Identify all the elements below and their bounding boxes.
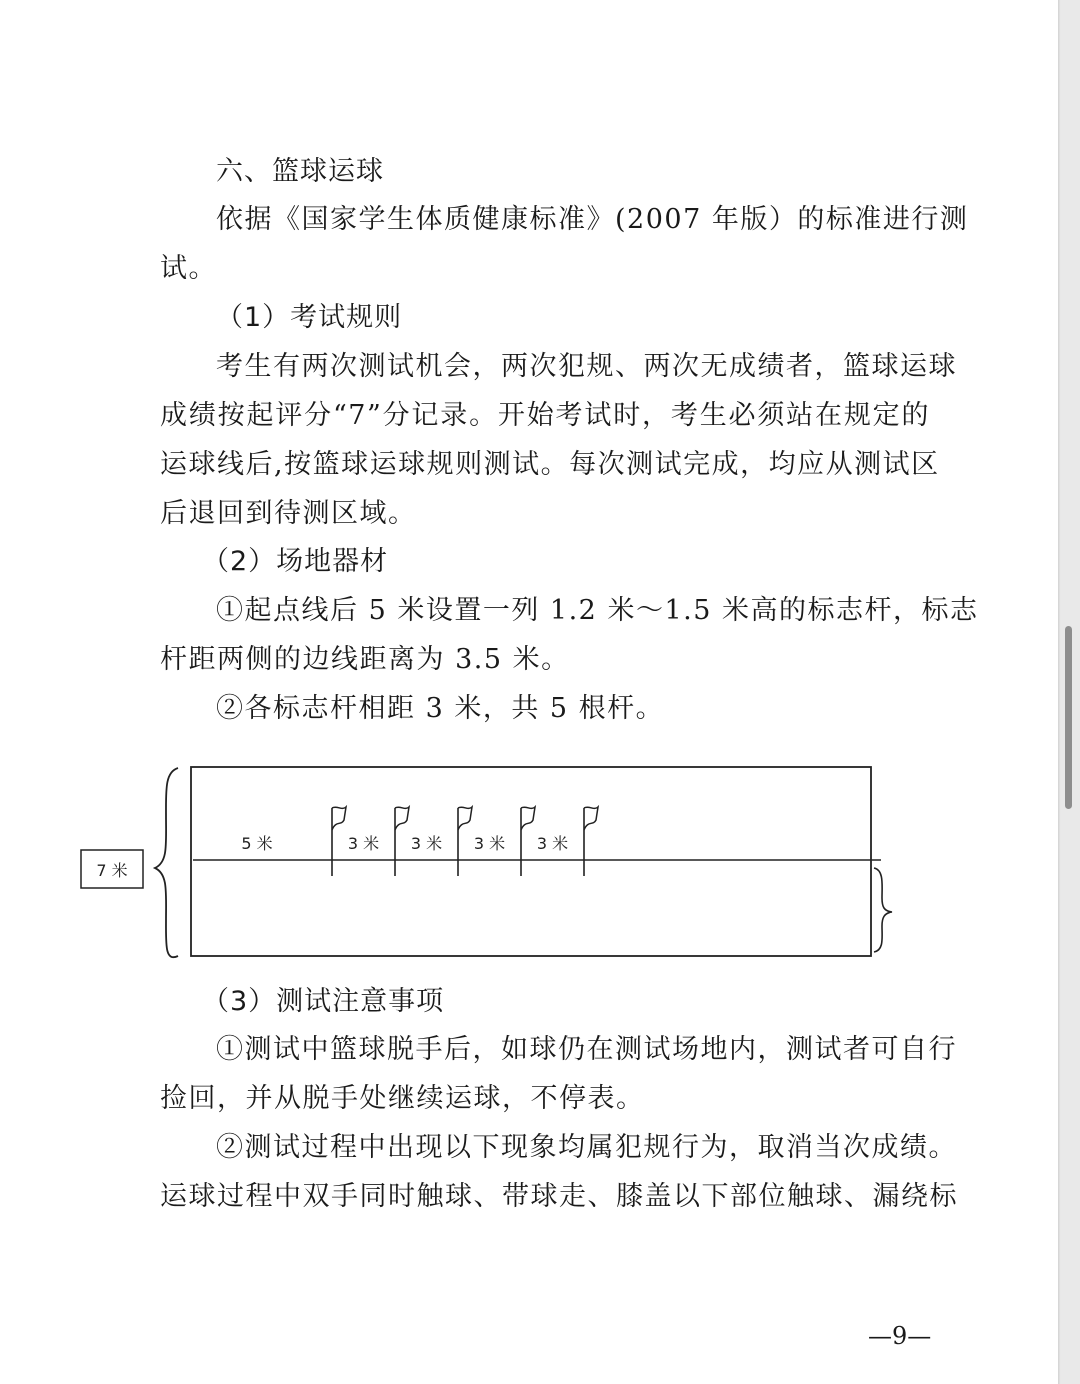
notes-line-4: 运球过程中双手同时触球、带球走、膝盖以下部位触球、漏绕标 <box>160 1181 958 1212</box>
rules-line-4: 后退回到待测区域。 <box>160 498 417 529</box>
marker-flag <box>395 807 409 830</box>
spacing-label: 3 米 <box>536 834 569 853</box>
venue-line-2: 杆距两侧的边线距离为 3.5 米。 <box>160 644 570 675</box>
width-label: 7 米 <box>96 861 128 880</box>
venue-heading: （2）场地器材 <box>202 546 389 577</box>
right-brace <box>874 868 892 952</box>
notes-line-1: ①测试中篮球脱手后，如球仍在测试场地内，测试者可自行 <box>216 1034 957 1065</box>
marker-flag <box>332 807 346 830</box>
intro-line-2: 试。 <box>160 253 217 284</box>
start-distance-label: 5 米 <box>241 834 273 853</box>
spacing-label: 3 米 <box>410 834 443 853</box>
rules-line-1: 考生有两次测试机会，两次犯规、两次无成绩者，篮球运球 <box>216 351 957 382</box>
rules-heading: （1）考试规则 <box>216 302 403 333</box>
intro-line-1: 依据《国家学生体质健康标准》(2007 年版）的标准进行测 <box>216 204 969 235</box>
rules-line-3: 运球线后,按篮球运球规则测试。每次测试完成，均应从测试区 <box>160 449 940 480</box>
section-title: 六、篮球运球 <box>216 156 384 187</box>
venue-line-1: ①起点线后 5 米设置一列 1.2 米～1.5 米高的标志杆，标志 <box>216 595 979 626</box>
page-number: —9— <box>868 1322 932 1350</box>
marker-flag <box>521 807 535 830</box>
spacing-label: 3 米 <box>347 834 380 853</box>
field-boundary <box>191 767 871 956</box>
marker-flag <box>458 807 472 830</box>
rules-line-2: 成绩按起评分“7”分记录。开始考试时，考生必须站在规定的 <box>160 400 930 431</box>
notes-line-2: 捡回，并从脱手处继续运球，不停表。 <box>160 1083 645 1114</box>
notes-heading: （3）测试注意事项 <box>202 986 445 1017</box>
scrollbar-thumb[interactable] <box>1065 626 1072 809</box>
notes-line-3: ②测试过程中出现以下现象均属犯规行为，取消当次成绩。 <box>216 1132 957 1163</box>
left-brace <box>155 768 178 957</box>
venue-line-3: ②各标志杆相距 3 米，共 5 根杆。 <box>216 693 665 724</box>
page-edge <box>1058 0 1061 1384</box>
spacing-label: 3 米 <box>473 834 506 853</box>
marker-flag <box>584 807 598 830</box>
